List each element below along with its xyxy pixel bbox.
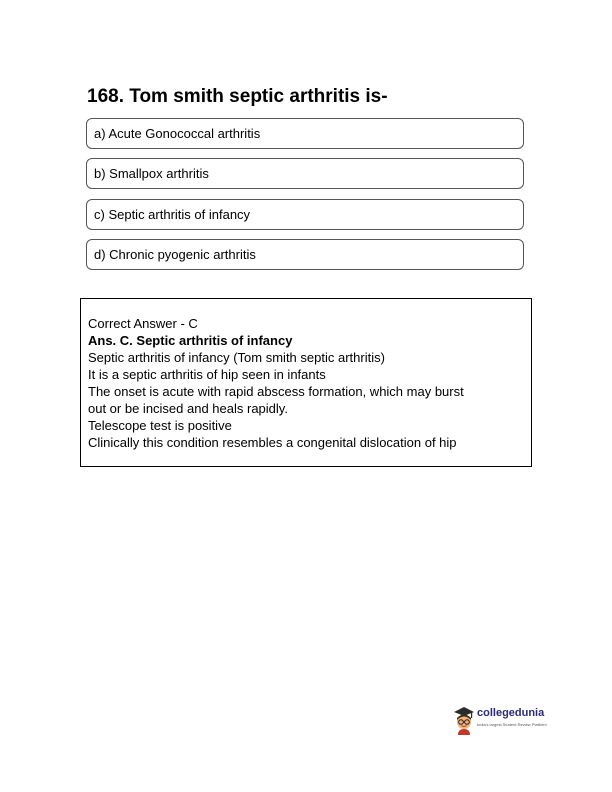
option-d[interactable]: d) Chronic pyogenic arthritis [86,239,524,270]
explanation-line: The onset is acute with rapid abscess formation, which may burst [88,384,464,399]
question-title: 168. Tom smith septic arthritis is- [87,86,388,107]
option-b[interactable]: b) Smallpox arthritis [86,158,524,189]
logo-tagline: India's largest Student Review Platform [477,722,547,727]
explanation-line: Septic arthritis of infancy (Tom smith septic arthritis) [88,350,385,365]
explanation-line: It is a septic arthritis of hip seen in infants [88,367,326,382]
explanation-line: Telescope test is positive [88,418,232,433]
answer-explanation-box [80,298,532,467]
option-c[interactable]: c) Septic arthritis of infancy [86,199,524,230]
explanation-line: out or be incised and heals rapidly. [88,401,288,416]
answer-heading: Ans. C. Septic arthritis of infancy [88,333,293,348]
collegedunia-logo[interactable] [452,703,562,739]
mascot-logo-icon [452,705,476,735]
logo-name: collegedunia [477,707,545,719]
explanation-line: Clinically this condition resembles a congenital dislocation of hip [88,435,457,450]
correct-answer-text: Correct Answer - C [88,316,198,331]
option-a[interactable]: a) Acute Gonococcal arthritis [86,118,524,149]
